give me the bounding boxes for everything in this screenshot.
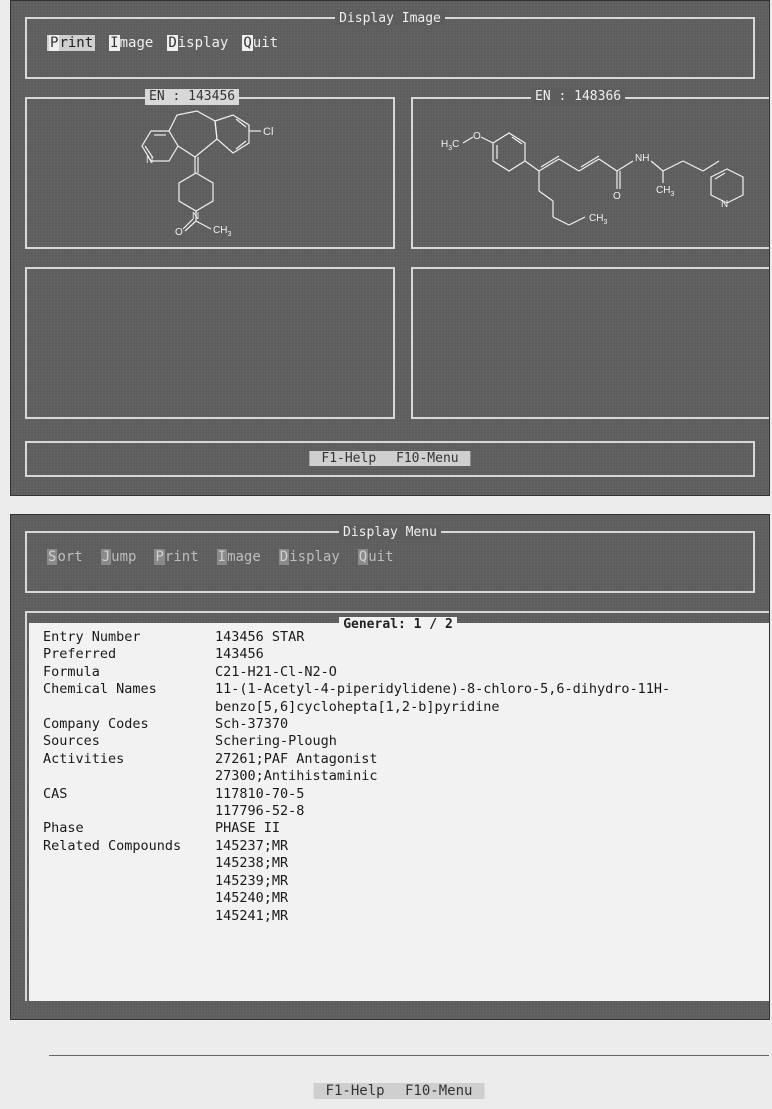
menu-item-label: isplay: [177, 35, 229, 51]
alpha-methyl-subscript: 3: [670, 191, 675, 198]
pentyl-methyl-label: CH: [589, 213, 604, 224]
section-title: General: 1 / 2: [339, 617, 457, 632]
field-label: CAS: [43, 785, 68, 802]
menu-item-quit[interactable]: [358, 549, 394, 565]
menu-item-label: uit: [368, 549, 394, 565]
field-row: [43, 820, 670, 837]
status-bar: [25, 441, 755, 477]
field-values: [215, 681, 670, 716]
field-value: 11-(1-Acetyl-4-piperidylidene)-8-chloro-5,6-dihydro-11H-: [215, 681, 671, 698]
field-label: Preferred: [43, 646, 117, 663]
hotkey-letter: P: [155, 549, 164, 565]
menu-item-image[interactable]: [109, 35, 153, 51]
menu-item-label: mage: [119, 35, 154, 51]
display-image-screen: [10, 0, 770, 496]
hotkey-letter: Q: [358, 549, 368, 565]
svg-text:CH3: [656, 185, 674, 198]
divider: [49, 1055, 769, 1056]
field-value: 143456: [215, 646, 264, 663]
field-label: Sources: [43, 733, 100, 750]
field-value: 145241;MR: [215, 907, 289, 924]
hotkey-letter: P: [50, 35, 59, 51]
field-values: [215, 786, 304, 821]
field-value: 117796-52-8: [215, 803, 305, 820]
image-pane-4[interactable]: [411, 267, 769, 419]
methoxy-h-label: H: [441, 139, 449, 150]
function-key-hints: [309, 451, 470, 466]
field-value: PHASE II: [215, 820, 281, 837]
oxygen-label: O: [175, 227, 183, 238]
hotkey-letter: S: [48, 549, 57, 565]
piperidine-n-label: N: [192, 211, 200, 222]
menu-item-print[interactable]: [154, 549, 198, 565]
window-title: Display Image: [335, 11, 445, 26]
menu-bar: [47, 35, 292, 51]
menu-key[interactable]: F10-Menu: [405, 1083, 473, 1099]
field-label: Phase: [43, 820, 84, 837]
general-info-panel: [25, 611, 769, 1099]
field-value: Schering-Plough: [215, 733, 337, 750]
menu-bar: [47, 549, 412, 565]
menu-item-label: ump: [111, 549, 137, 565]
methyl-subscript: 3: [227, 231, 232, 238]
molecule-structure-148366: [413, 99, 769, 247]
field-label: Chemical Names: [43, 681, 157, 698]
field-values: [215, 646, 264, 663]
menu-item-label: rint: [164, 549, 199, 565]
image-pane-3[interactable]: [25, 267, 395, 419]
status-bar: [29, 1079, 769, 1109]
field-row: [43, 664, 670, 681]
field-values: [215, 664, 337, 681]
help-key[interactable]: F1-Help: [321, 451, 377, 466]
alpha-methyl-label: CH: [656, 185, 671, 196]
entry-number-label: EN : 143456: [145, 89, 239, 105]
field-values: [215, 751, 378, 786]
field-label: Company Codes: [43, 716, 149, 733]
menu-item-label: mage: [227, 549, 261, 565]
menu-item-label: uit: [252, 35, 279, 51]
carbonyl-oxygen-label: O: [613, 191, 621, 202]
svg-text:CH3: [213, 225, 231, 238]
methoxy-subscript: 3: [448, 145, 453, 152]
menu-item-jump[interactable]: [101, 549, 137, 565]
field-values: [215, 629, 304, 646]
image-pane-2[interactable]: [411, 89, 769, 249]
field-label: Activities: [43, 750, 125, 767]
field-value: benzo[5,6]cyclohepta[1,2-b]pyridine: [215, 698, 500, 715]
field-row: [43, 786, 670, 821]
field-values: [215, 733, 337, 750]
record-fields: [43, 629, 670, 925]
field-values: [215, 838, 288, 925]
hotkey-letter: I: [110, 35, 119, 51]
window-title: Display Menu: [339, 525, 441, 540]
menu-item-label: rint: [59, 35, 94, 51]
field-label: Formula: [43, 663, 100, 680]
ether-oxygen-label: O: [473, 131, 481, 142]
menu-item-label: isplay: [289, 549, 340, 565]
field-value: Sch-37370: [215, 716, 289, 733]
menu-item-display[interactable]: [279, 549, 340, 565]
menu-panel: [25, 11, 755, 79]
field-value: 145238;MR: [215, 855, 289, 872]
field-label: Related Compounds: [43, 837, 182, 854]
methoxy-c-label: C: [452, 139, 460, 150]
hotkey-letter: D: [279, 549, 289, 565]
pyridine-n-label: N: [721, 199, 729, 210]
field-row: [43, 733, 670, 750]
menu-item-image[interactable]: [217, 549, 261, 565]
field-row: [43, 681, 670, 716]
field-row: [43, 646, 670, 663]
methyl-label: CH: [213, 225, 228, 236]
help-key[interactable]: F1-Help: [325, 1083, 385, 1099]
menu-item-print[interactable]: [47, 35, 95, 51]
svg-text:H3C: [441, 139, 459, 152]
hotkey-letter: D: [168, 35, 177, 51]
field-value: C21-H21-Cl-N2-O: [215, 663, 337, 680]
field-row: [43, 838, 670, 925]
field-value: 145239;MR: [215, 872, 289, 889]
menu-item-display[interactable]: [167, 35, 228, 51]
image-pane-1[interactable]: [25, 89, 395, 249]
field-value: 27261;PAF Antagonist: [215, 750, 378, 767]
entry-number-label: EN : 148366: [531, 89, 625, 105]
hotkey-letter: Q: [243, 35, 252, 51]
field-row: [43, 751, 670, 786]
display-menu-screen: [10, 514, 770, 1099]
amide-nh-label: NH: [635, 153, 650, 164]
molecule-structure-143456: [27, 99, 393, 247]
menu-item-label: ort: [57, 549, 83, 565]
general-info-content: [29, 623, 769, 1099]
menu-key[interactable]: F10-Menu: [396, 451, 459, 466]
field-value: 143456 STAR: [215, 629, 305, 645]
svg-text:CH3: [589, 213, 607, 226]
pentyl-methyl-subscript: 3: [603, 219, 608, 226]
menu-panel: [25, 525, 755, 593]
field-values: [215, 716, 288, 733]
menu-item-sort[interactable]: [47, 549, 83, 565]
function-key-hints: [314, 1083, 485, 1099]
field-row: [43, 716, 670, 733]
field-label: Entry Number: [43, 629, 141, 645]
chlorine-atom-label: Cl: [263, 126, 274, 138]
hotkey-letter: J: [101, 549, 111, 565]
field-values: [215, 820, 280, 837]
hotkey-letter: I: [217, 549, 227, 565]
field-value: 27300;Antihistaminic: [215, 768, 378, 785]
field-value: 145240;MR: [215, 890, 289, 907]
menu-item-quit[interactable]: [242, 35, 278, 51]
pyridine-n-label: N: [146, 155, 154, 166]
field-value: 117810-70-5: [215, 785, 305, 802]
field-value: 145237;MR: [215, 837, 289, 854]
